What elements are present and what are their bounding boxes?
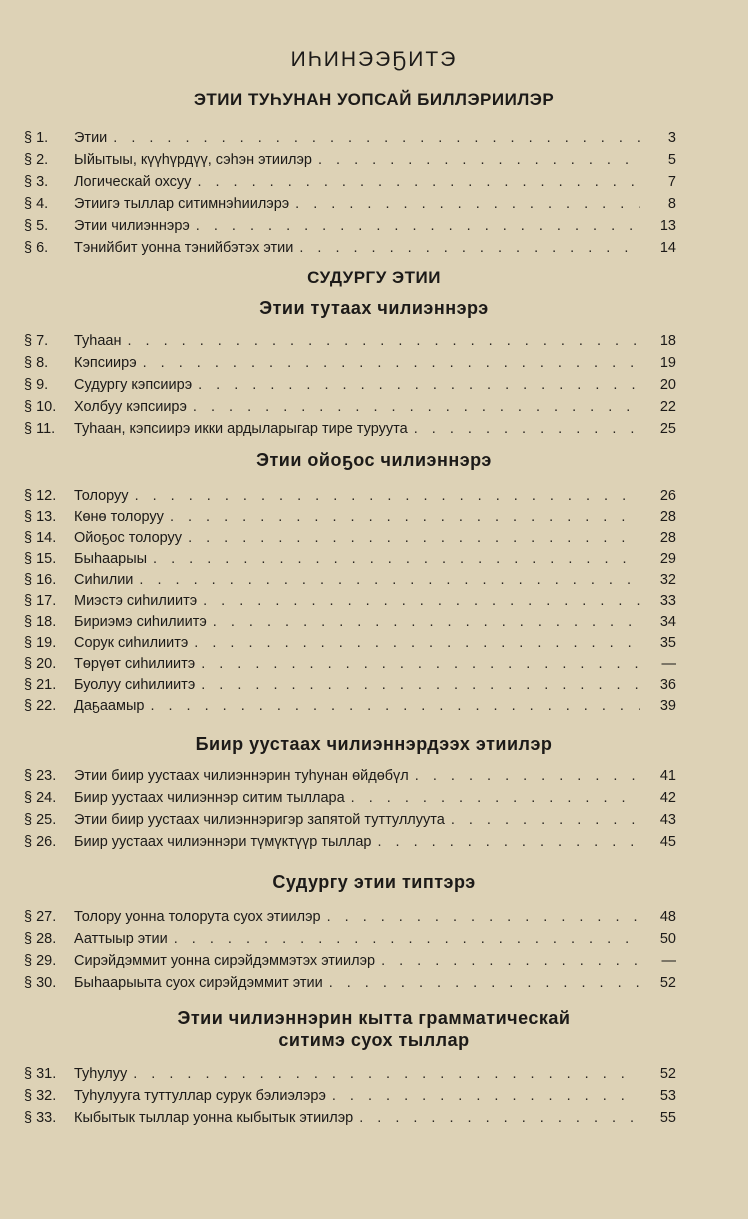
leader-dots — [415, 768, 640, 784]
toc-entry[interactable] — [24, 650, 676, 672]
toc-entry[interactable] — [24, 327, 676, 349]
entry-title: Көнө толоруу — [74, 509, 164, 525]
section-heading: ЭТИИ ТУҺУНАН УОПСАЙ БИЛЛЭРИИЛЭР — [193, 90, 555, 109]
entry-title: Даҕаамыр — [74, 698, 145, 714]
entry-page: 8 — [667, 196, 676, 212]
entry-title: Этии биир уустаах чилиэннэрин туһунан өйдөбүл — [74, 768, 409, 784]
entry-page: 22 — [659, 399, 676, 415]
toc-entry[interactable] — [24, 969, 676, 991]
toc-entry[interactable] — [24, 566, 676, 588]
leader-dots — [351, 790, 640, 806]
leader-dots — [128, 333, 641, 349]
leader-dots — [213, 614, 640, 630]
toc-entry[interactable] — [24, 1082, 676, 1104]
entry-title: Туһаан, кэпсиирэ икки ардыларыгар тире туруута — [74, 421, 408, 437]
toc-entry[interactable] — [24, 545, 676, 567]
entry-number: § 33. — [24, 1110, 57, 1126]
entry-page: 19 — [659, 355, 676, 371]
entry-number: § 13. — [24, 509, 57, 525]
entry-number: § 11. — [24, 421, 56, 437]
toc-entry[interactable] — [24, 146, 676, 168]
entry-number: § 29. — [24, 953, 57, 969]
toc-entry[interactable] — [24, 608, 676, 630]
leader-dots — [113, 130, 640, 146]
toc-entry[interactable] — [24, 925, 676, 947]
leader-dots — [143, 355, 640, 371]
entry-page: 55 — [659, 1110, 676, 1126]
entry-title: Сиһилии — [74, 572, 134, 588]
toc-entry[interactable] — [24, 1060, 676, 1082]
entry-page: 53 — [659, 1088, 676, 1104]
entry-number: § 26. — [24, 834, 57, 850]
section-heading: Этии чилиэннэрин кытта грамматическай — [177, 1008, 571, 1028]
entry-title: Этии биир уустаах чилиэннэригэр запятой туттуллуута — [74, 812, 445, 828]
entry-title: Быһаарыыта суох сирэйдэммит этии — [74, 975, 323, 991]
entry-page: — — [661, 953, 676, 969]
leader-dots — [377, 834, 640, 850]
entry-title: Этии чилиэннэрэ — [74, 218, 190, 234]
entry-page: 18 — [659, 333, 676, 349]
leader-dots — [194, 635, 640, 651]
leader-dots — [174, 931, 640, 947]
toc-entry[interactable] — [24, 234, 676, 256]
entry-number: § 25. — [24, 812, 57, 828]
entry-number: § 4. — [24, 196, 49, 212]
leader-dots — [381, 953, 640, 969]
entry-title: Холбуу кэпсиирэ — [74, 399, 187, 415]
entry-page: 14 — [659, 240, 676, 256]
leader-dots — [188, 530, 640, 546]
toc-entry[interactable] — [24, 903, 676, 925]
leader-dots — [414, 421, 640, 437]
entry-title: Кыбытык тыллар уонна кыбытык этиилэр — [74, 1110, 354, 1126]
leader-dots — [193, 399, 640, 415]
entry-number: § 32. — [24, 1088, 57, 1104]
entry-page: 32 — [659, 572, 676, 588]
page-title: ИҺИНЭЭҔИТЭ — [290, 48, 458, 71]
entry-page: 25 — [659, 421, 676, 437]
toc-entry[interactable] — [24, 806, 676, 828]
entry-page: 3 — [667, 130, 676, 146]
entry-page: 29 — [659, 551, 676, 567]
entry-title: Биир уустаах чилиэннэр ситим тыллара — [74, 790, 345, 806]
entry-page: 26 — [659, 488, 676, 504]
entry-number: § 24. — [24, 790, 57, 806]
entry-title: Толору уонна толорута суох этиилэр — [74, 909, 321, 925]
entry-title: Ааттыыр этии — [74, 931, 168, 947]
entry-title: Ойоҕос толоруу — [74, 530, 183, 546]
part-heading: СУДУРГУ ЭТИИ — [307, 268, 441, 287]
entry-page: 42 — [659, 790, 676, 806]
leader-dots — [299, 240, 640, 256]
toc-entry[interactable] — [24, 524, 676, 546]
leader-dots — [327, 909, 640, 925]
entry-page: — — [661, 656, 676, 672]
leader-dots — [170, 509, 640, 525]
entry-page: 35 — [659, 635, 676, 651]
entry-page: 34 — [659, 614, 676, 630]
toc-entry[interactable] — [24, 168, 676, 190]
entry-page: 39 — [659, 698, 676, 714]
entry-title: Сорук сиһилиитэ — [74, 635, 189, 651]
entry-number: § 19. — [24, 635, 57, 651]
entry-number: § 12. — [24, 488, 57, 504]
toc-entry[interactable] — [24, 371, 676, 393]
entry-number: § 30. — [24, 975, 57, 991]
toc-entry[interactable] — [24, 671, 676, 693]
leader-dots — [133, 1066, 640, 1082]
entry-title: Кэпсиирэ — [74, 355, 137, 371]
entry-number: § 14. — [24, 530, 57, 546]
entry-title: Буолуу сиһилиитэ — [74, 677, 196, 693]
toc-entry[interactable] — [24, 349, 676, 371]
entry-number: § 17. — [24, 593, 57, 609]
entry-number: § 7. — [24, 333, 49, 349]
toc-entry[interactable] — [24, 212, 676, 234]
leader-dots — [318, 152, 640, 168]
leader-dots — [295, 196, 640, 212]
entry-number: § 23. — [24, 768, 57, 784]
entry-page: 45 — [659, 834, 676, 850]
entry-title: Судургу кэпсиирэ — [74, 377, 193, 393]
entry-page: 7 — [667, 174, 676, 190]
leader-dots — [329, 975, 640, 991]
entry-title: Тэнийбит уонна тэнийбэтэх этии — [74, 240, 294, 256]
toc-entry[interactable] — [24, 784, 676, 806]
toc-entry[interactable] — [24, 415, 676, 437]
entry-page: 43 — [659, 812, 676, 828]
section-heading: Этии ойоҕос чилиэннэрэ — [256, 450, 492, 470]
entry-page: 52 — [659, 1066, 676, 1082]
toc-entry[interactable] — [24, 393, 676, 415]
section-heading-line2: ситимэ суох тыллар — [278, 1030, 470, 1050]
toc-entry[interactable] — [24, 190, 676, 212]
leader-dots — [451, 812, 640, 828]
toc-entry[interactable] — [24, 828, 676, 850]
toc-entry[interactable] — [24, 692, 676, 714]
entry-title: Этиигэ тыллар ситимнэһиилэрэ — [74, 196, 290, 212]
leader-dots — [197, 174, 640, 190]
entry-number: § 10. — [24, 399, 57, 415]
entry-number: § 2. — [24, 152, 49, 168]
toc-entry[interactable] — [24, 124, 676, 146]
entry-title: Төрүөт сиһилиитэ — [74, 656, 196, 672]
entry-number: § 6. — [24, 240, 49, 256]
entry-page: 5 — [667, 152, 676, 168]
section-heading: Этии тутаах чилиэннэрэ — [259, 298, 489, 318]
entry-page: 20 — [659, 377, 676, 393]
leader-dots — [139, 572, 640, 588]
leader-dots — [332, 1088, 640, 1104]
leader-dots — [359, 1110, 640, 1126]
leader-dots — [150, 698, 640, 714]
entry-number: § 22. — [24, 698, 57, 714]
entry-page: 13 — [659, 218, 676, 234]
entry-page: 52 — [659, 975, 676, 991]
entry-title: Туһулууга туттуллар сурук бэлиэлэрэ — [74, 1088, 326, 1104]
section-heading: Биир уустаах чилиэннэрдээх этиилэр — [195, 734, 553, 754]
entry-number: § 1. — [24, 130, 49, 146]
entry-page: 50 — [659, 931, 676, 947]
entry-number: § 5. — [24, 218, 49, 234]
entry-title: Сирэйдэммит уонна сирэйдэммэтэх этиилэр — [74, 953, 376, 969]
toc-entry[interactable] — [24, 503, 676, 525]
toc-entry[interactable] — [24, 482, 676, 504]
leader-dots — [201, 656, 640, 672]
entry-title: Быһаарыы — [74, 551, 148, 567]
leader-dots — [196, 218, 640, 234]
entry-number: § 28. — [24, 931, 57, 947]
toc-entry[interactable] — [24, 587, 676, 609]
entry-title: Ыйытыы, күүһүрдүү, сэһэн этиилэр — [74, 152, 312, 168]
section-heading: Судургу этии типтэрэ — [272, 872, 476, 892]
entry-page: 41 — [659, 768, 676, 784]
entry-title: Бириэмэ сиһилиитэ — [74, 614, 207, 630]
entry-page: 36 — [659, 677, 676, 693]
leader-dots — [198, 377, 640, 393]
entry-number: § 20. — [24, 656, 57, 672]
entry-number: § 9. — [24, 377, 49, 393]
entry-title: Туһулуу — [74, 1066, 128, 1082]
entry-number: § 8. — [24, 355, 49, 371]
entry-page: 48 — [659, 909, 676, 925]
entry-title: Логическай охсуу — [74, 174, 192, 190]
entry-title: Толоруу — [74, 488, 129, 504]
leader-dots — [153, 551, 640, 567]
leader-dots — [201, 677, 640, 693]
leader-dots — [135, 488, 640, 504]
entry-number: § 15. — [24, 551, 57, 567]
entry-number: § 18. — [24, 614, 57, 630]
entry-title: Миэстэ сиһилиитэ — [74, 593, 198, 609]
toc-entry[interactable] — [24, 629, 676, 651]
entry-number: § 3. — [24, 174, 49, 190]
entry-page: 33 — [659, 593, 676, 609]
leader-dots — [203, 593, 640, 609]
entry-title: Биир уустаах чилиэннэри түмүктүүр тыллар — [74, 834, 372, 850]
entry-title: Туһаан — [74, 333, 122, 349]
entry-page: 28 — [659, 530, 676, 546]
toc-entry[interactable] — [24, 1104, 676, 1126]
entry-number: § 31. — [24, 1066, 57, 1082]
entry-page: 28 — [659, 509, 676, 525]
entry-title: Этии — [74, 130, 108, 146]
toc-entry[interactable] — [24, 762, 676, 784]
entry-number: § 27. — [24, 909, 57, 925]
entry-number: § 16. — [24, 572, 57, 588]
entry-number: § 21. — [24, 677, 57, 693]
toc-entry[interactable] — [24, 947, 676, 969]
